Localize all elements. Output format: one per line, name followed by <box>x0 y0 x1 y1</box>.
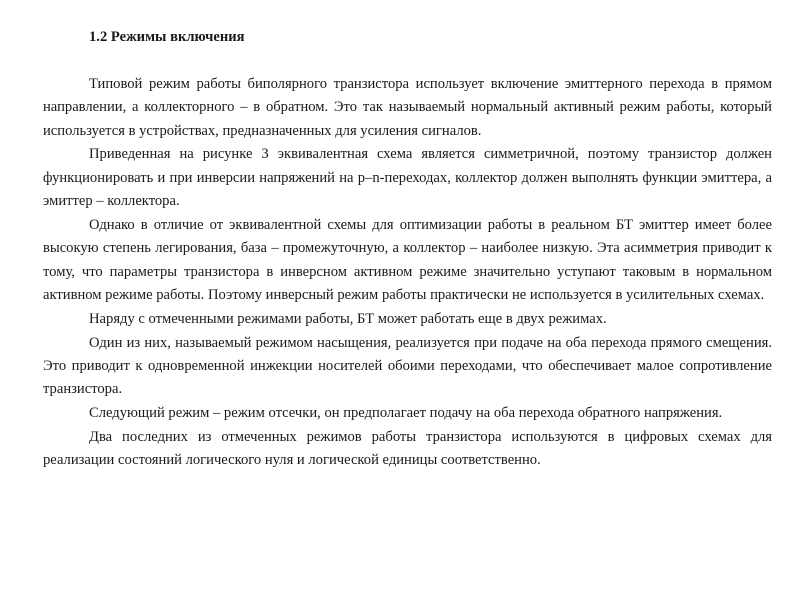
document-page <box>43 26 772 473</box>
paragraph-asymmetry: Однако в отличие от эквивалентной схемы для оптимизации работы в реальном БТ эмиттер имеет более высокую степень легирования, база – промежуточную, а коллектор – наиболее низкую. Эта асимметрия приводит к тому, что параметры транзистора в инверсном активном режиме значительно уступают таковым в нормальном активном режиме работы. Поэтому инверсный режим работы практически не используется в усилительных схемах. <box>43 216 772 303</box>
paragraph-normal-mode: Типовой режим работы биполярного транзистора использует включение эмиттерного перехода в прямом направлении, а коллекторного – в обратном. Это так называемый нормальный активный режим работы, который используется в устройствах, предназначенных для усиления сигналов. <box>43 76 772 139</box>
paragraph-saturation-mode: Один из них, называемый режимом насыщения, реализуется при подаче на оба перехода прямого смещения. Это приводит к одновременной инжекции носителей обоими переходами, что обеспечивает малое сопротивление транзистора. <box>43 334 772 398</box>
paragraph-cutoff-mode: Следующий режим – режим отсечки, он предполагает подачу на оба перехода обратного напряжения. <box>89 405 723 422</box>
paragraph-symmetric-scheme: Приведенная на рисунке 3 эквивалентная схема является симметричной, поэтому транзистор должен функционировать и при инверсии напряжений на p–n-переходах, коллектор должен выполнять функции эмиттера, а эмиттер – коллектора. <box>43 146 772 210</box>
paragraph-digital-use: Два последних из отмеченных режимов работы транзистора используются в цифровых схемах для реализации состояний логического нуля и логической единицы соответственно. <box>43 429 772 469</box>
paragraph-two-more-modes: Наряду с отмеченными режимами работы, БТ может работать еще в двух режимах. <box>89 310 607 327</box>
section-heading: 1.2 Режимы включения <box>89 29 245 45</box>
